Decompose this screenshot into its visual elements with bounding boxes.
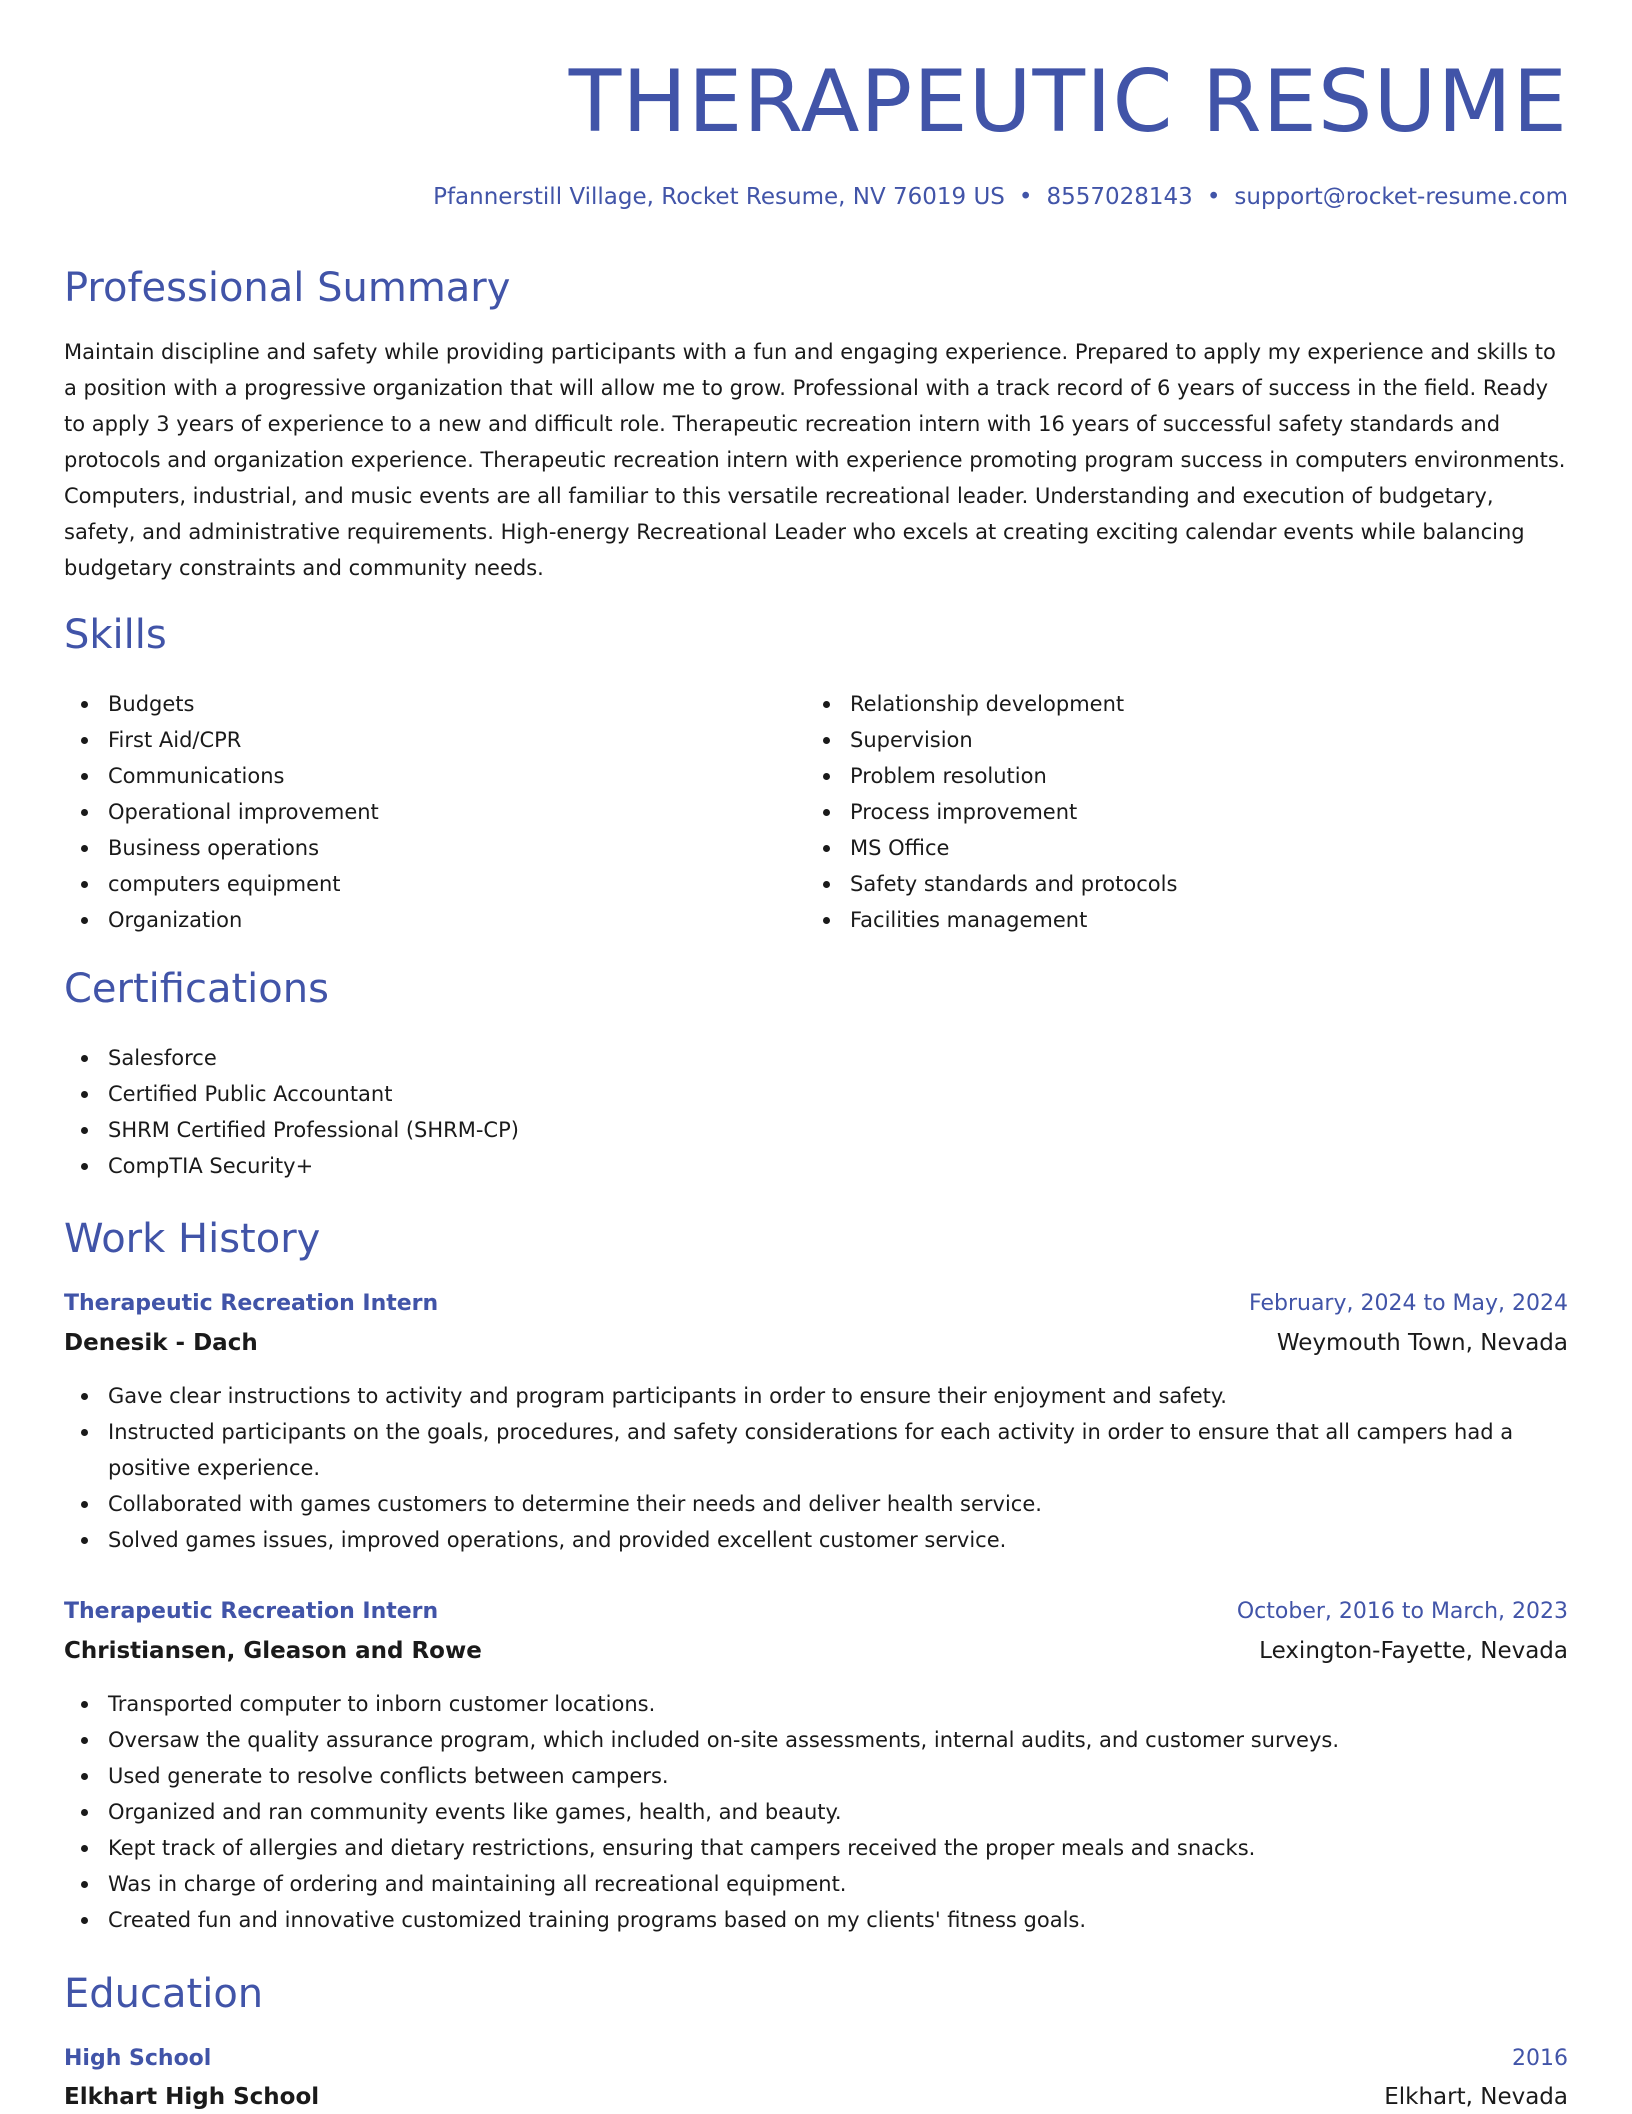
job-bullet: Created fun and innovative customized training programs based on my clients' fitness goals.	[108, 1902, 1568, 1938]
contact-line	[433, 180, 1568, 214]
summary-heading: Professional Summary	[64, 265, 511, 311]
job-location: Lexington-Fayette, Nevada	[1259, 1638, 1568, 1664]
job-bullets	[64, 1378, 1568, 1558]
certification-item: Salesforce	[108, 1040, 1568, 1076]
resume-title: THERAPEUTIC RESUME	[568, 52, 1568, 152]
contact-address: Pfannerstill Village, Rocket Resume, NV 76019 US	[433, 184, 1005, 210]
skill-item: Relationship development	[850, 686, 1550, 722]
certification-item: Certified Public Accountant	[108, 1076, 1568, 1112]
education-year: 2016	[1512, 2046, 1568, 2071]
job-bullet: Oversaw the quality assurance program, which included on-site assessments, internal audits, and customer surveys.	[108, 1722, 1568, 1758]
contact-email: support@rocket-resume.com	[1234, 184, 1568, 210]
education-heading: Education	[64, 1971, 264, 2017]
work-history-heading: Work History	[64, 1216, 321, 1262]
education-school: Elkhart High School	[64, 2084, 320, 2110]
skills-list-left	[64, 686, 808, 938]
certification-item: SHRM Certified Professional (SHRM-CP)	[108, 1112, 1568, 1148]
job-dates: February, 2024 to May, 2024	[1249, 1291, 1568, 1316]
contact-phone: 8557028143	[1046, 184, 1193, 210]
job-bullet: Used generate to resolve conflicts between campers.	[108, 1758, 1568, 1794]
job-title: Therapeutic Recreation Intern	[64, 1291, 439, 1316]
certifications-list	[64, 1040, 1568, 1184]
skills-list-right	[806, 686, 1550, 938]
job-dates: October, 2016 to March, 2023	[1236, 1599, 1568, 1624]
skills-heading: Skills	[64, 612, 167, 658]
skill-item: First Aid/CPR	[108, 722, 808, 758]
skill-item: Safety standards and protocols	[850, 866, 1550, 902]
job-bullet: Was in charge of ordering and maintaining all recreational equipment.	[108, 1866, 1568, 1902]
job-title: Therapeutic Recreation Intern	[64, 1599, 439, 1624]
job-bullet: Organized and ran community events like games, health, and beauty.	[108, 1794, 1568, 1830]
skill-item: computers equipment	[108, 866, 808, 902]
skill-item: Organization	[108, 902, 808, 938]
education-location: Elkhart, Nevada	[1384, 2084, 1568, 2110]
skill-item: Problem resolution	[850, 758, 1550, 794]
certification-item: CompTIA Security+	[108, 1148, 1568, 1184]
contact-separator: •	[1018, 184, 1033, 210]
skill-item: Process improvement	[850, 794, 1550, 830]
skill-item: Operational improvement	[108, 794, 808, 830]
skill-item: Supervision	[850, 722, 1550, 758]
skill-item: Facilities management	[850, 902, 1550, 938]
contact-separator: •	[1206, 184, 1221, 210]
job-bullet: Solved games issues, improved operations, and provided excellent customer service.	[108, 1522, 1568, 1558]
skill-item: Communications	[108, 758, 808, 794]
job-company: Denesik - Dach	[64, 1330, 258, 1356]
summary-text: Maintain discipline and safety while providing participants with a fun and engaging experience. Prepared to apply my experience and skills to a position with a progressive organization that will allow me to grow. Professional with a track record of 6 years of success in the field. Ready to apply 3 years of experience to a new and difficult role. Therapeutic recreation intern with 16 years of successful safety standards and protocols and organization experience. Therapeutic recreation intern with experience promoting program success in computers environments. Computers, industrial, and music events are all familiar to this versatile recreational leader. Understanding and execution of budgetary, safety, and administrative requirements. High-energy Recreational Leader who excels at creating exciting calendar events while balancing budgetary constraints and community needs.	[64, 340, 1566, 580]
job-company: Christiansen, Gleason and Rowe	[64, 1638, 482, 1664]
certifications-heading: Certifications	[64, 966, 329, 1012]
job-bullet: Gave clear instructions to activity and program participants in order to ensure their enjoyment and safety.	[108, 1378, 1568, 1414]
skill-item: Business operations	[108, 830, 808, 866]
job-bullet: Instructed participants on the goals, procedures, and safety considerations for each activity in order to ensure that all campers had a positive experience.	[108, 1414, 1568, 1486]
job-bullet: Collaborated with games customers to determine their needs and deliver health service.	[108, 1486, 1568, 1522]
job-bullet: Transported computer to inborn customer locations.	[108, 1686, 1568, 1722]
job-bullet: Kept track of allergies and dietary restrictions, ensuring that campers received the proper meals and snacks.	[108, 1830, 1568, 1866]
skill-item: Budgets	[108, 686, 808, 722]
skill-item: MS Office	[850, 830, 1550, 866]
job-bullets	[64, 1686, 1568, 1938]
education-degree: High School	[64, 2046, 212, 2071]
job-location: Weymouth Town, Nevada	[1276, 1330, 1568, 1356]
